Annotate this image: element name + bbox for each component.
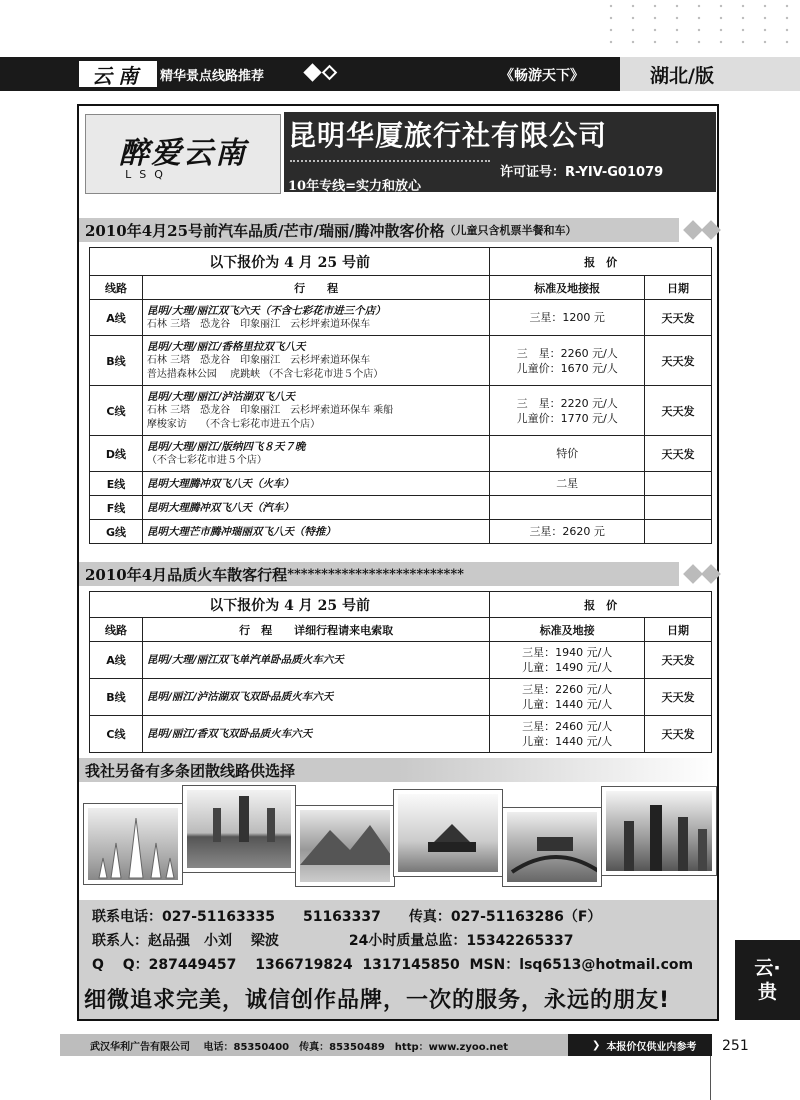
col-date: 日期 — [645, 618, 712, 642]
mountain-icon — [300, 810, 394, 886]
section1-title: 2010年4月25号前汽车品质/芒市/瑞丽/腾冲散客价格 — [85, 221, 445, 240]
table-row — [90, 496, 712, 520]
price-line: 三星：2260 元/人 — [522, 683, 613, 696]
price-cell — [490, 496, 645, 520]
price-line: 特价 — [556, 447, 579, 460]
dot-grid-decoration — [600, 0, 800, 52]
quote-header: 报 价 — [490, 592, 712, 618]
section2-stars: ************************** — [287, 566, 464, 582]
price-cell — [490, 716, 645, 753]
header-subtitle: 精华景点线路推荐 — [160, 69, 265, 84]
date-cell: 天天发 — [645, 679, 712, 716]
date-cell: 天天发 — [645, 300, 712, 336]
table-row — [90, 436, 712, 472]
side-tab-bottom: 贵 — [757, 981, 777, 1003]
route-line: 昆明/丽江/泸沽湖双飞双卧品质火车六天 — [146, 691, 334, 703]
price-cell — [490, 436, 645, 472]
route-line: 昆明/大理/丽江/版纳四飞８天７晚 — [146, 440, 306, 453]
table-row — [90, 520, 712, 544]
price-line: 儿童：1440 元/人 — [522, 735, 613, 748]
route-line: 昆明大理腾冲双飞八天（火车） — [146, 477, 294, 490]
company-name: 昆明华厦旅行社有限公司 — [288, 119, 608, 152]
magazine-name: 《畅游天下》 — [500, 68, 584, 84]
pagoda-cluster-icon — [88, 808, 182, 884]
line-code: D线 — [90, 436, 143, 472]
price-cell — [490, 642, 645, 679]
route-cell — [142, 716, 489, 753]
photo-old-town — [503, 808, 601, 886]
col-line: 线路 — [90, 618, 143, 642]
edition-label: 湖北/版 — [620, 57, 800, 91]
date-cell — [645, 496, 712, 520]
route-line: 石林 三塔 恐龙谷 印象丽江 云杉坪索道环保车 — [146, 318, 371, 330]
route-cell — [142, 679, 489, 716]
price-table-train — [89, 591, 712, 753]
route-line: 昆明/大理/丽江双飞单汽单卧品质火车六天 — [146, 654, 344, 666]
chevron-right-icon: ❯ — [592, 1039, 601, 1051]
photo-three-pagodas — [183, 786, 295, 872]
contact-phone: 联系电话：027-51163335 51163337 传真：027-51163286（F） — [92, 909, 602, 925]
logo-script: 醉爱云南 — [119, 135, 247, 171]
col-route: 行 程 详细行程请来电索取 — [142, 618, 489, 642]
date-cell: 天天发 — [645, 642, 712, 679]
route-cell — [142, 386, 489, 436]
price-line: 儿童价：1770 元/人 — [516, 411, 618, 425]
table-row — [90, 472, 712, 496]
line-code: G线 — [90, 520, 143, 544]
contact-qq-msn: Q Q：287449457 1366719824 1317145850 MSN：lsq6513@hotmail.com — [92, 957, 694, 973]
price-line: 儿童：1490 元/人 — [522, 661, 613, 674]
route-line: 摩梭家访 （不含七彩花市进五个店） — [146, 418, 321, 430]
route-line: 普达措森林公园 虎跳峡 （不含七彩花市进５个店） — [146, 368, 384, 380]
table-row — [90, 336, 712, 386]
price-cell — [490, 472, 645, 496]
stone-forest-icon — [606, 791, 716, 875]
section1-header — [79, 218, 679, 242]
route-cell — [142, 496, 489, 520]
date-cell: 天天发 — [645, 336, 712, 386]
route-line: 昆明/大理/丽江双飞六天（不含七彩花市进三个店） — [146, 304, 386, 317]
price-cell — [490, 300, 645, 336]
price-line: 儿童：1440 元/人 — [522, 698, 613, 711]
price-line: 三星：2620 元 — [529, 525, 605, 538]
section2-title: 2010年4月品质火车散客行程 — [85, 565, 288, 584]
dotted-divider — [290, 160, 490, 162]
footer-note-box — [568, 1034, 712, 1056]
photo-snow-mountain — [296, 806, 394, 886]
route-line: 昆明/丽江/香双飞双卧品质火车六天 — [146, 728, 313, 740]
yunnan-logo: 云南 — [78, 60, 158, 88]
license-number: 许可证号：R-YIV-G01079 — [500, 165, 664, 180]
divider-line — [710, 1056, 711, 1100]
price-cell — [490, 520, 645, 544]
three-pagodas-icon — [187, 790, 295, 872]
table-row — [90, 386, 712, 436]
price-cell — [490, 386, 645, 436]
col-line: 线路 — [90, 276, 143, 300]
line-code: B线 — [90, 336, 143, 386]
line-code: C线 — [90, 716, 143, 753]
footer-note: 本报价仅供业内参考 — [606, 1041, 697, 1053]
price-line: 三星：1940 元/人 — [522, 646, 613, 659]
line-code: E线 — [90, 472, 143, 496]
col-route: 行 程 — [142, 276, 489, 300]
price-line: 三星：2460 元/人 — [522, 720, 613, 733]
table-row — [90, 679, 712, 716]
price-line: 儿童价：1670 元/人 — [516, 361, 618, 375]
price-note: 以下报价为 4 月 25 号前 — [90, 248, 490, 276]
route-cell — [142, 642, 489, 679]
line-code: A线 — [90, 300, 143, 336]
section3-title: 我社另备有多条团散线路供选择 — [85, 761, 296, 780]
route-cell — [142, 300, 489, 336]
line-code: F线 — [90, 496, 143, 520]
line-code: A线 — [90, 642, 143, 679]
route-line: 昆明/大理/丽江/泸沽湖双飞八天 — [146, 390, 295, 403]
route-cell — [142, 472, 489, 496]
price-cell — [490, 336, 645, 386]
line-code: C线 — [90, 386, 143, 436]
price-line: 三 星：2220 元/人 — [516, 396, 618, 410]
quote-header: 报 价 — [490, 248, 712, 276]
contact-people: 联系人：赵品强 小刘 梁波 24小时质量总监：15342265337 — [92, 933, 574, 949]
bridge-icon — [507, 812, 601, 886]
table-row — [90, 642, 712, 679]
page-number: 251 — [722, 1038, 749, 1054]
col-date: 日期 — [645, 276, 712, 300]
price-cell — [490, 679, 645, 716]
route-cell — [142, 336, 489, 386]
price-note: 以下报价为 4 月 25 号前 — [90, 592, 490, 618]
price-line: 二星 — [556, 477, 579, 490]
section2-header — [79, 562, 679, 586]
route-line: 石林 三塔 恐龙谷 印象丽江 云杉坪索道环保车 乘船 — [146, 404, 394, 416]
date-cell: 天天发 — [645, 436, 712, 472]
date-cell: 天天发 — [645, 386, 712, 436]
route-cell — [142, 520, 489, 544]
route-line: 石林 三塔 恐龙谷 印象丽江 云杉坪索道环保车 — [146, 354, 371, 366]
company-slogan: 10年专线=实力和放心 — [288, 179, 421, 194]
route-line: （不含七彩花市进５个店） — [146, 454, 267, 466]
date-cell — [645, 472, 712, 496]
photo-stone-forest — [602, 787, 716, 875]
price-line: 三 星：2260 元/人 — [516, 346, 618, 360]
table-row — [90, 300, 712, 336]
route-line: 昆明大理芒市腾冲瑞丽双飞八天（特推） — [146, 525, 336, 538]
date-cell: 天天发 — [645, 716, 712, 753]
side-tab-top: 云· — [754, 957, 781, 979]
price-line: 三星：1200 元 — [529, 311, 605, 324]
line-code: B线 — [90, 679, 143, 716]
logo-abbr: LSQ — [125, 167, 171, 181]
section3-header — [79, 758, 717, 782]
section1-note: （儿童只含机票半餐和车） — [444, 224, 577, 237]
company-motto: 细微追求完美，诚信创作品牌，一次的服务，永远的朋友! — [84, 988, 671, 1013]
col-standard: 标准及地接报 — [490, 276, 645, 300]
brand-logo — [85, 114, 281, 194]
price-table-bus — [89, 247, 712, 544]
route-line: 昆明大理腾冲双飞八天（汽车） — [146, 501, 294, 514]
pavilion-icon — [398, 794, 502, 876]
route-line: 昆明/大理/丽江/香格里拉双飞八天 — [146, 340, 306, 353]
footer-text: 武汉华利广告有限公司 电话：85350400 传真：85350489 http：www.zyoo.net — [90, 1041, 509, 1053]
col-standard: 标准及地接 — [490, 618, 645, 642]
photo-pagodas — [84, 804, 182, 884]
date-cell — [645, 520, 712, 544]
route-cell — [142, 436, 489, 472]
photo-lake-pavilion — [394, 790, 502, 876]
table-row — [90, 716, 712, 753]
region-side-tab — [735, 940, 800, 1020]
